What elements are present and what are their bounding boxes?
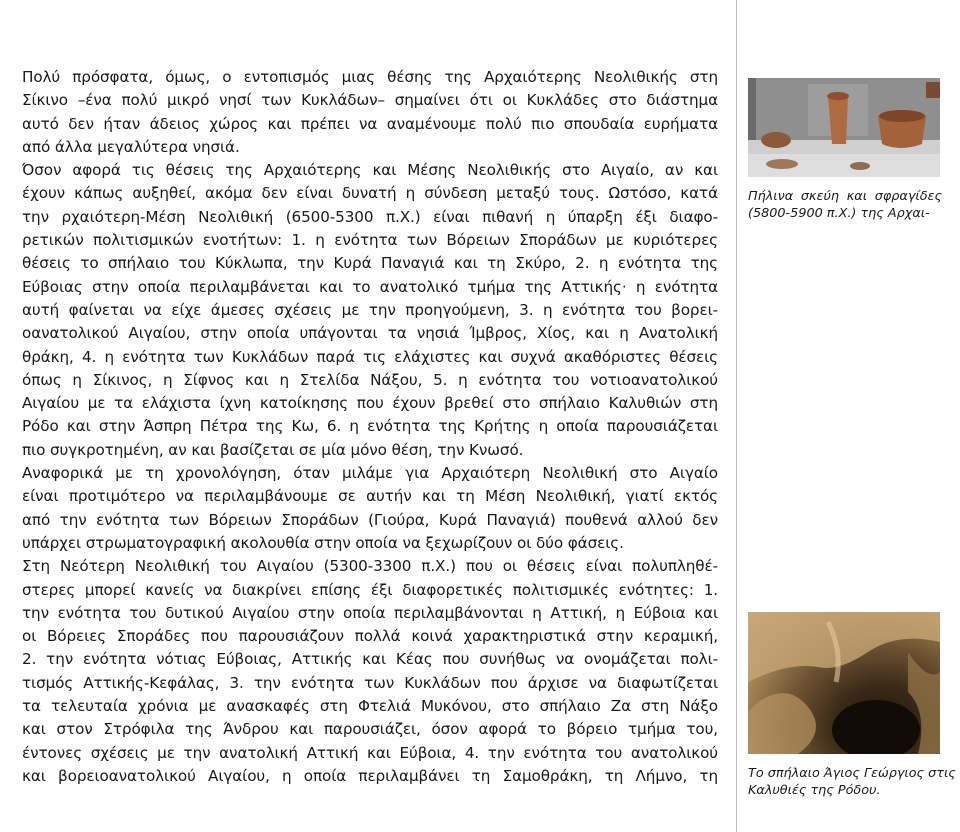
text-line: Εύβοιας στην οποία περιλαμβάνεται και το ανατολικό τμήμα της Αττικής· η ενότητα	[22, 277, 718, 296]
cave-photo	[748, 612, 940, 754]
text-line: θράκη, 4. η ενότητα των Κυκλάδων παρά τις ελάχιστες και συχνά ακαθόριστες θέσεις	[22, 347, 718, 366]
text-line: θέσεις το σπήλαιο του Κύκλωπα, την Κυρά Παναγιά και τη Σκύρο, 2. η ενότητα της	[22, 254, 718, 273]
text-line: αυτό δεν ήταν άδειος χώρος και πρέπει να αναμένουμε πολύ πιο σπουδαία ευρήματα	[22, 114, 718, 133]
text-line: ρετικών πολιτισμικών ενοτήτων: 1. η ενότητα των Βόρειων Σποράδων με κυριότερες	[22, 231, 718, 250]
text-line: στερες μπορεί κανείς να διακρίνει επίσης έξι διαφορετικές πολιτισμικές ενότητες: 1.	[22, 580, 718, 599]
text-line: από άλλα μεγαλύτερα νησιά.	[22, 137, 240, 156]
pottery-photo	[748, 78, 940, 177]
text-line: Σίκινο –ένα πολύ μικρό νησί των Κυκλάδων– σημαίνει ότι οι Κυκλάδες στο διάστημα	[22, 91, 718, 110]
text-line: οι Βόρειες Σποράδες που παρουσιάζουν πολλά κοινά χαρακτηριστικά στην κεραμική,	[22, 627, 718, 646]
text-line: έχουν κάπως αυξηθεί, ακόμα δεν είναι δυνατή η σύνδεση μεταξύ τους. Ωστόσο, κατά	[22, 184, 718, 203]
text-line: όπως η Σίκινος, η Σίφνος και η Στελίδα Νάξου, 5. η ενότητα του νοτιοανατολικού	[22, 370, 718, 389]
text-line: οανατολικού Αιγαίου, στην οποία υπάγονται τα νησιά Ίμβρος, Χίος, και η Ανατολική	[22, 324, 718, 343]
text-line: πιο συγκροτημένη, αν και βασίζεται σε μία μόνο θέση, την Κνωσό.	[22, 440, 524, 459]
text-line: και στον Στρόφιλα της Άνδρου και παρουσιάζει, όσον αφορά το βόρειο τμήμα του,	[22, 720, 718, 739]
caption-line: Το σπήλαιο Άγιος Γεώργιος στις	[748, 766, 956, 781]
text-line: 2. την ενότητα νότιας Εύβοιας, Αττικής και Κέας που συνήθως να ονομάζεται πολι-	[22, 650, 718, 669]
text-line: Πολύ πρόσφατα, όμως, ο εντοπισμός μιας θέσης της Αρχαιότερης Νεολιθικής στη	[22, 68, 718, 86]
text-line: Ρόδο και στην Άσπρη Πέτρα της Κω, 6. η ενότητα της Κρήτης η οποία παρουσιάζεται	[22, 417, 718, 436]
text-line: αυτή φαίνεται να είχε άμεσες σχέσεις με την προηγούμενη, 3. η ενότητα του βορει-	[22, 300, 718, 319]
text-line: την ρχαιότερη-Μέση Νεολιθική (6500-5300 π.Χ.) είναι πιθανή η ύπαρξη έξι διαφο-	[22, 207, 718, 226]
text-line: είναι προτιμότερο να περιλαμβάνουμε σε αυτήν και τη Μέση Νεολιθική, γιατί εκτός	[22, 487, 718, 506]
caption-line: (5800-5900 π.Χ.) της Αρχαι-	[748, 206, 930, 221]
text-line: Στη Νεότερη Νεολιθική του Αιγαίου (5300-3300 π.Χ.) που οι θέσεις είναι πολυπληθέ-	[22, 557, 718, 576]
text-line: και βορειοανατολικού Αιγαίου, η οποία περιλαμβάνει τη Σαμοθράκη, τη Λήμνο, τη	[22, 766, 718, 785]
text-line: την ενότητα του δυτικού Αιγαίου στην οποία περιλαμβάνονται η Αττική, η Εύβοια και	[22, 603, 718, 622]
text-line: έντονες σχέσεις με την ανατολική Αττική και Εύβοια, 4. την ενότητα του ανατολικού	[22, 743, 718, 762]
text-line: Όσον αφορά τις θέσεις της Αρχαιότερης και Μέσης Νεολιθικής στο Αιγαίο, αν και	[22, 161, 718, 180]
caption-line: Καλυθιές της Ρόδου.	[748, 783, 881, 798]
text-line: Αιγαίου με τα ελάχιστα ίχνη κατοίκησης που έχουν βρεθεί στο σπήλαιο Καλυθιών στη	[22, 394, 718, 413]
text-line: τα τελευταία χρόνια με ανασκαφές στη Φτελιά Μυκόνου, στο σπήλαιο Ζα στη Νάξο	[22, 697, 718, 716]
text-line: Αναφορικά με τη χρονολόγηση, όταν μιλάμε για Αρχαιότερη Νεολιθική στο Αιγαίο	[22, 464, 718, 483]
text-line: υπάρχει στρωματογραφική ακολουθία στην οποία να ξεχωρίζουν οι δύο φάσεις.	[22, 533, 624, 552]
main-text-column	[22, 66, 718, 788]
text-line: από την ενότητα των Βόρειων Σποράδων (Γιούρα, Κυρά Παναγιά) πουθενά αλλού δεν	[22, 510, 718, 529]
column-divider	[736, 0, 737, 832]
caption-line: Πήλινα σκεύη και σφραγίδες	[748, 189, 942, 204]
pottery-caption	[748, 188, 942, 222]
cave-caption	[748, 765, 956, 799]
text-line: τισμός Αττικής-Κεφάλας, 3. την ενότητα των Κυκλάδων που άρχισε να διαφωτίζεται	[22, 673, 718, 692]
